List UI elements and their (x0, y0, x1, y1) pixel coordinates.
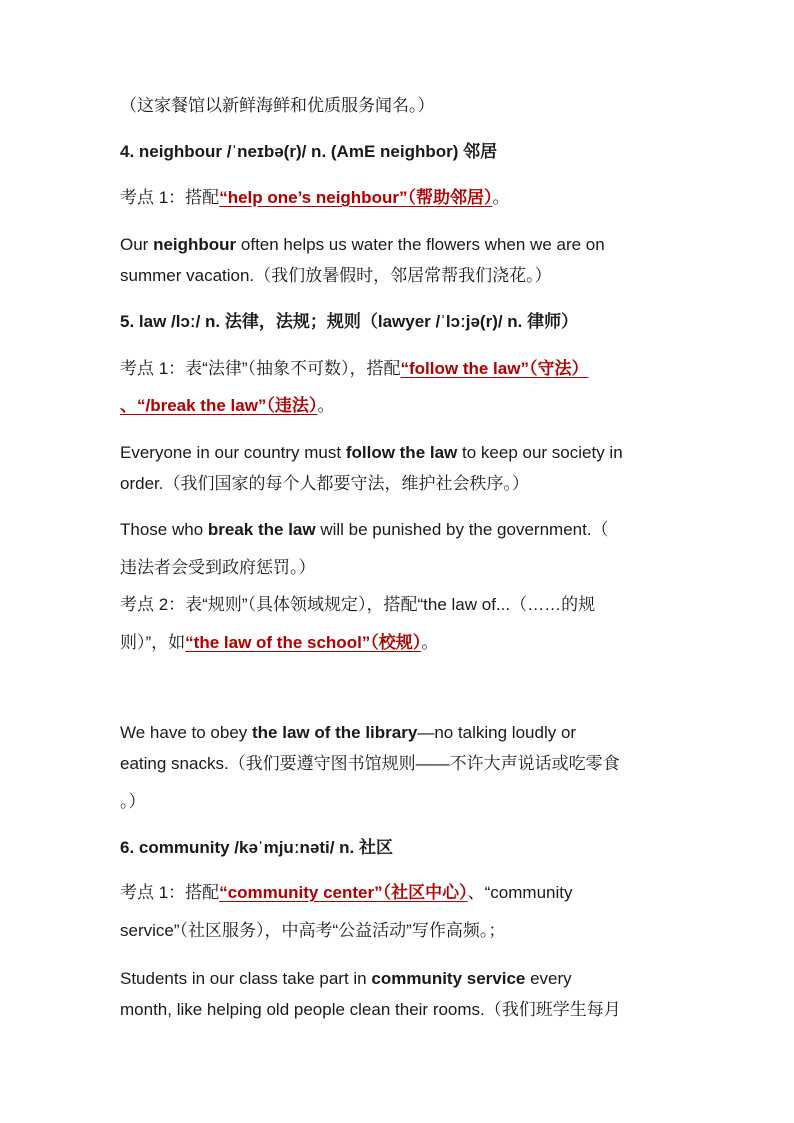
entry-heading-community: 6. community /kəˈmjuːnəti/ n. 社区 (120, 838, 393, 857)
example-sentence-cont: 。） (120, 792, 146, 811)
keyword: community service (371, 969, 526, 988)
example-sentence: We have to obey the law of the library—no talking loudly or (120, 723, 577, 742)
example-sentence: Those who break the law will be punished by the government.（ (120, 520, 609, 539)
keypoint-law-1: 考点 1：表“法律”（抽象不可数），搭配“follow the law”（守法） (120, 359, 589, 378)
collocation-highlight: “community center”（社区中心） (219, 883, 468, 902)
keyword: follow the law (345, 443, 458, 462)
entry-heading-neighbour: 4. neighbour /ˈneɪbə(r)/ n. (AmE neighbor) 邻居 (120, 142, 498, 161)
collocation-highlight: “the law of the school”（校规） (185, 633, 422, 652)
example-sentence-cont: month, like helping old people clean their rooms.（我们班学生每月 (120, 1000, 621, 1019)
example-sentence-cont: order.（我们国家的每个人都要守法，维护社会秩序。） (120, 474, 529, 493)
entry-heading-law: 5. law /lɔː/ n. 法律，法规；规则（lawyer /ˈlɔːjə(r)/ n. 律师） (120, 312, 579, 331)
example-sentence: Everyone in our country must follow the law to keep our society in (120, 443, 623, 462)
keyword: neighbour (153, 235, 237, 254)
collocation-highlight: 、“/break the law”（违法） (120, 396, 318, 415)
example-sentence-cont: summer vacation.（我们放暑假时，邻居常帮我们浇花。） (120, 266, 552, 285)
example-sentence-cont: 违法者会受到政府惩罚。） (120, 558, 316, 577)
keypoint-law-1-cont: 、“/break the law”（违法）。 (120, 396, 335, 415)
keypoint-community-1-cont: service”（社区服务），中高考“公益活动”写作高频。； (120, 921, 506, 940)
example-sentence: Students in our class take part in community service every (120, 969, 572, 988)
collocation-highlight: “follow the law”（守法） (400, 359, 589, 378)
keypoint-law-2: 考点 2：表“规则”（具体领域规定），搭配“the law of...（……的规 (120, 595, 596, 614)
keypoint-law-2-cont: 则）”，如“the law of the school”（校规）。 (120, 633, 439, 652)
example-sentence-cont: eating snacks.（我们要遵守图书馆规则——不许大声说话或吃零食 (120, 754, 620, 773)
collocation-highlight: “help one’s neighbour”（帮助邻居） (219, 188, 493, 207)
translation-line: （这家餐馆以新鲜海鲜和优质服务闻名。） (120, 96, 435, 115)
keypoint-neighbour-1: 考点 1：搭配“help one’s neighbour”（帮助邻居）。 (120, 188, 510, 207)
example-sentence: Our neighbour often helps us water the flowers when we are on (120, 235, 605, 254)
keyword: break the law (207, 520, 316, 539)
keyword: the law of the library (252, 723, 418, 742)
keypoint-community-1: 考点 1：搭配“community center”（社区中心）、“community (120, 883, 573, 902)
